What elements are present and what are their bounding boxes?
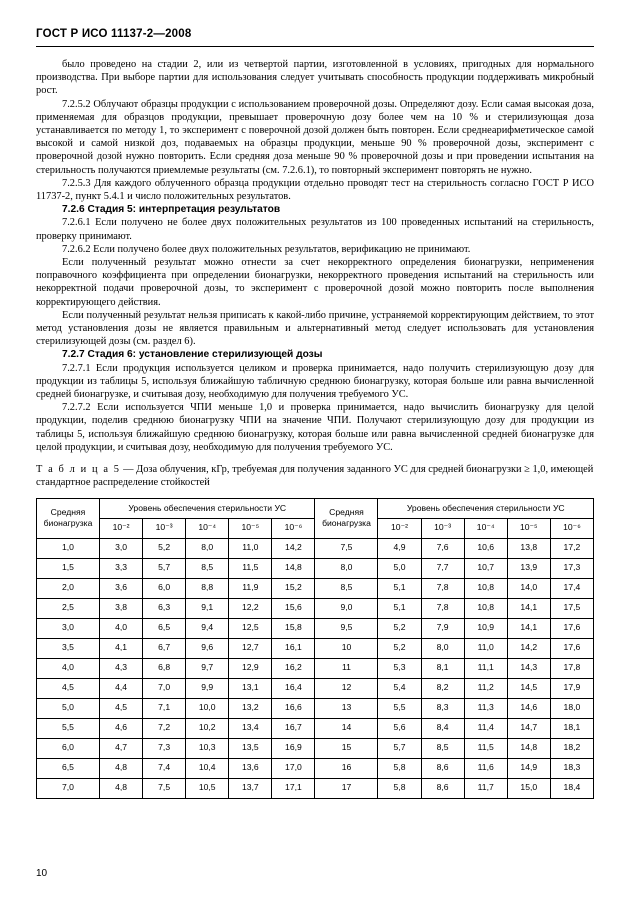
- header-sal-1e-3-left: 10⁻³: [143, 518, 186, 538]
- cell-bioburden-left: 4,5: [37, 678, 100, 698]
- cell-dose-left: 15,6: [272, 598, 315, 618]
- cell-dose-right: 10,7: [464, 558, 507, 578]
- cell-bioburden-left: 4,0: [37, 658, 100, 678]
- cell-dose-right: 17,6: [550, 638, 593, 658]
- cell-dose-right: 14,1: [507, 618, 550, 638]
- table-head: [37, 498, 594, 538]
- cell-dose-left: 5,2: [143, 538, 186, 558]
- header-sal-1e-6-right: 10⁻⁶: [550, 518, 593, 538]
- cell-dose-left: 16,7: [272, 718, 315, 738]
- cell-dose-left: 3,3: [100, 558, 143, 578]
- cell-bioburden-right: 11: [315, 658, 378, 678]
- header-bioburden-right: Средняя бионагрузка: [315, 498, 378, 538]
- cell-dose-right: 8,1: [421, 658, 464, 678]
- cell-bioburden-left: 1,0: [37, 538, 100, 558]
- cell-dose-right: 14,1: [507, 598, 550, 618]
- cell-dose-left: 12,7: [229, 638, 272, 658]
- cell-dose-right: 14,5: [507, 678, 550, 698]
- header-sal-1e-3-right: 10⁻³: [421, 518, 464, 538]
- cell-dose-left: 17,1: [272, 778, 315, 798]
- cell-dose-right: 14,3: [507, 658, 550, 678]
- cell-dose-right: 5,8: [378, 778, 421, 798]
- cell-dose-left: 4,6: [100, 718, 143, 738]
- cell-dose-right: 5,3: [378, 658, 421, 678]
- table-row: [37, 618, 594, 638]
- cell-dose-left: 6,3: [143, 598, 186, 618]
- table-row: [37, 778, 594, 798]
- cell-bioburden-right: 16: [315, 758, 378, 778]
- cell-bioburden-right: 10: [315, 638, 378, 658]
- cell-dose-left: 6,7: [143, 638, 186, 658]
- cell-dose-left: 13,2: [229, 698, 272, 718]
- cell-dose-right: 7,8: [421, 598, 464, 618]
- cell-dose-left: 10,3: [186, 738, 229, 758]
- table-caption-label: Т а б л и ц а 5: [36, 464, 121, 476]
- cell-dose-right: 8,6: [421, 778, 464, 798]
- cell-dose-right: 17,9: [550, 678, 593, 698]
- cell-dose-right: 8,5: [421, 738, 464, 758]
- cell-dose-right: 11,1: [464, 658, 507, 678]
- section-heading-7-2-7: 7.2.7 Стадия 6: установление стерилизующей дозы: [62, 349, 323, 361]
- cell-dose-left: 12,5: [229, 618, 272, 638]
- table-row: [37, 638, 594, 658]
- cell-dose-right: 5,2: [378, 638, 421, 658]
- cell-dose-left: 10,4: [186, 758, 229, 778]
- table-row: [37, 718, 594, 738]
- cell-dose-left: 7,3: [143, 738, 186, 758]
- paragraph: 7.2.7.2 Если используется ЧПИ меньше 1,0 и проверка принимается, надо вычислить бионагрузку для целой продукции, поделив среднюю бионагрузку ЧПИ на значение ЧПИ. Получают стерилизующую дозу для продукции из таблицы 5, используя ближайшую среднюю бионагрузку, которая больше или равна вычисленной средней бионагрузке для целой продукции, и считывая дозу, необходимую для получения требуемого УС.: [36, 402, 594, 453]
- cell-dose-left: 9,9: [186, 678, 229, 698]
- cell-dose-left: 11,5: [229, 558, 272, 578]
- cell-dose-right: 11,6: [464, 758, 507, 778]
- cell-bioburden-left: 2,5: [37, 598, 100, 618]
- cell-dose-right: 17,6: [550, 618, 593, 638]
- cell-dose-right: 5,1: [378, 578, 421, 598]
- cell-dose-left: 6,5: [143, 618, 186, 638]
- cell-dose-right: 17,2: [550, 538, 593, 558]
- cell-dose-right: 14,7: [507, 718, 550, 738]
- cell-dose-left: 8,8: [186, 578, 229, 598]
- header-sal-1e-4-left: 10⁻⁴: [186, 518, 229, 538]
- cell-bioburden-left: 2,0: [37, 578, 100, 598]
- cell-dose-left: 16,2: [272, 658, 315, 678]
- dose-table: [36, 498, 594, 799]
- cell-dose-left: 8,0: [186, 538, 229, 558]
- cell-dose-left: 4,3: [100, 658, 143, 678]
- paragraph: Если полученный результат нельзя приписать к какой-либо причине, устраняемой корректирующим действием, то этот метод установления дозы не является правильным и альтернативный метод следует использовать для установления стерилизующей дозы (см. раздел 6).: [36, 309, 594, 348]
- cell-dose-left: 7,2: [143, 718, 186, 738]
- cell-dose-right: 5,0: [378, 558, 421, 578]
- header-sal-1e-2-left: 10⁻²: [100, 518, 143, 538]
- cell-dose-right: 7,9: [421, 618, 464, 638]
- table-row: [37, 678, 594, 698]
- cell-dose-left: 9,4: [186, 618, 229, 638]
- header-sal-1e-2-right: 10⁻²: [378, 518, 421, 538]
- cell-dose-right: 18,4: [550, 778, 593, 798]
- header-sal-group-left: Уровень обеспечения стерильности УС: [100, 498, 315, 518]
- cell-bioburden-right: 15: [315, 738, 378, 758]
- cell-dose-left: 3,6: [100, 578, 143, 598]
- cell-dose-right: 10,6: [464, 538, 507, 558]
- cell-bioburden-left: 6,0: [37, 738, 100, 758]
- cell-dose-right: 7,8: [421, 578, 464, 598]
- cell-bioburden-left: 1,5: [37, 558, 100, 578]
- cell-dose-left: 4,8: [100, 758, 143, 778]
- cell-dose-right: 17,3: [550, 558, 593, 578]
- cell-dose-left: 4,5: [100, 698, 143, 718]
- cell-dose-left: 16,9: [272, 738, 315, 758]
- cell-dose-left: 13,6: [229, 758, 272, 778]
- cell-dose-left: 4,8: [100, 778, 143, 798]
- header-sal-group-right: Уровень обеспечения стерильности УС: [378, 498, 594, 518]
- table-caption: [36, 463, 594, 489]
- page-number: 10: [36, 868, 48, 879]
- cell-bioburden-right: 9,0: [315, 598, 378, 618]
- cell-dose-left: 9,1: [186, 598, 229, 618]
- cell-dose-right: 7,7: [421, 558, 464, 578]
- cell-dose-right: 8,0: [421, 638, 464, 658]
- header-sal-1e-6-left: 10⁻⁶: [272, 518, 315, 538]
- cell-dose-right: 18,3: [550, 758, 593, 778]
- cell-dose-left: 12,9: [229, 658, 272, 678]
- cell-dose-right: 17,4: [550, 578, 593, 598]
- cell-dose-left: 14,2: [272, 538, 315, 558]
- cell-dose-left: 4,1: [100, 638, 143, 658]
- cell-dose-right: 17,5: [550, 598, 593, 618]
- cell-bioburden-right: 17: [315, 778, 378, 798]
- cell-dose-left: 11,0: [229, 538, 272, 558]
- cell-dose-left: 7,4: [143, 758, 186, 778]
- cell-dose-left: 16,4: [272, 678, 315, 698]
- cell-dose-left: 3,8: [100, 598, 143, 618]
- cell-dose-right: 10,8: [464, 598, 507, 618]
- cell-dose-left: 6,8: [143, 658, 186, 678]
- header-divider: [36, 46, 594, 47]
- cell-dose-left: 14,8: [272, 558, 315, 578]
- cell-dose-right: 18,1: [550, 718, 593, 738]
- cell-dose-right: 11,7: [464, 778, 507, 798]
- section-heading-7-2-6: 7.2.6 Стадия 5: интерпретация результатов: [62, 204, 281, 216]
- cell-dose-right: 14,0: [507, 578, 550, 598]
- cell-dose-right: 11,0: [464, 638, 507, 658]
- table-row: [37, 558, 594, 578]
- table-body: [37, 538, 594, 798]
- cell-bioburden-right: 7,5: [315, 538, 378, 558]
- cell-dose-right: 11,2: [464, 678, 507, 698]
- paragraph: 7.2.5.3 Для каждого облученного образца продукции отдельно проводят тест на стерильность согласно ГОСТ Р ИСО 11737-2, пункт 5.4.1 и число положительных результатов.: [36, 177, 594, 203]
- paragraph: 7.2.5.2 Облучают образцы продукции с использованием проверочной дозы. Определяют дозу. Если самая высокая доза, применяемая для образцов продукции, превышает проверочную дозу более чем на 10 % и стерилизующая доза устанавливается по методу 1, то эксперимент с поверочной дозой должен быть повторен. Если среднеарифметическое самой высокой и самой низкой доз, подаваемых на образцы продукции, меньше 90 % проверочной дозы, эксперимент с проверочной дозой нужно повторить. Если средняя доза меньше 90 % проверочной дозы и при проведении испытания на стерильность получаются приемлемые результаты (см. 7.2.6.1), то повторный эксперимент повторять не нужно.: [36, 98, 594, 176]
- cell-dose-right: 18,2: [550, 738, 593, 758]
- cell-dose-right: 11,4: [464, 718, 507, 738]
- cell-bioburden-right: 13: [315, 698, 378, 718]
- cell-dose-right: 10,9: [464, 618, 507, 638]
- cell-bioburden-left: 6,5: [37, 758, 100, 778]
- cell-bioburden-right: 8,5: [315, 578, 378, 598]
- cell-dose-right: 5,6: [378, 718, 421, 738]
- cell-dose-left: 3,0: [100, 538, 143, 558]
- cell-dose-right: 18,0: [550, 698, 593, 718]
- page-content: [36, 58, 594, 799]
- cell-bioburden-right: 12: [315, 678, 378, 698]
- cell-dose-right: 11,3: [464, 698, 507, 718]
- cell-dose-right: 15,0: [507, 778, 550, 798]
- cell-dose-right: 8,4: [421, 718, 464, 738]
- cell-dose-left: 16,6: [272, 698, 315, 718]
- paragraph: было проведено на стадии 2, или из четвертой партии, изготовленной в условиях, пригодных для нормального производства. При выборе партии для использования следует учитывать способность продукции поддерживать микробный рост.: [36, 59, 594, 97]
- cell-dose-right: 17,8: [550, 658, 593, 678]
- table-row: [37, 738, 594, 758]
- page-header: ГОСТ Р ИСО 11137-2—2008: [36, 28, 192, 40]
- cell-dose-left: 15,8: [272, 618, 315, 638]
- cell-dose-left: 4,0: [100, 618, 143, 638]
- cell-dose-left: 10,0: [186, 698, 229, 718]
- cell-dose-right: 5,4: [378, 678, 421, 698]
- cell-dose-left: 7,0: [143, 678, 186, 698]
- cell-dose-right: 4,9: [378, 538, 421, 558]
- cell-bioburden-left: 3,5: [37, 638, 100, 658]
- cell-dose-left: 9,7: [186, 658, 229, 678]
- cell-dose-right: 5,5: [378, 698, 421, 718]
- cell-dose-left: 10,2: [186, 718, 229, 738]
- cell-dose-left: 7,1: [143, 698, 186, 718]
- header-sal-1e-5-right: 10⁻⁵: [507, 518, 550, 538]
- cell-dose-right: 14,2: [507, 638, 550, 658]
- cell-dose-right: 13,9: [507, 558, 550, 578]
- cell-bioburden-right: 9,5: [315, 618, 378, 638]
- cell-dose-right: 5,7: [378, 738, 421, 758]
- cell-dose-right: 14,6: [507, 698, 550, 718]
- table-row: [37, 538, 594, 558]
- cell-dose-right: 14,8: [507, 738, 550, 758]
- cell-dose-left: 10,5: [186, 778, 229, 798]
- header-sal-1e-5-left: 10⁻⁵: [229, 518, 272, 538]
- cell-dose-right: 5,2: [378, 618, 421, 638]
- cell-dose-right: 10,8: [464, 578, 507, 598]
- table-caption-text: — Доза облучения, кГр, требуемая для получения заданного УС для средней бионагрузки ≥ 1,0, имеющей стандартное распределение стойкостей: [36, 464, 594, 489]
- paragraph: 7.2.6.1 Если получено не более двух положительных результатов из 100 проведенных испытаний на стерильность, проверку принимают.: [36, 217, 594, 242]
- header-sal-1e-4-right: 10⁻⁴: [464, 518, 507, 538]
- cell-dose-left: 7,5: [143, 778, 186, 798]
- table-row: [37, 578, 594, 598]
- cell-dose-right: 7,6: [421, 538, 464, 558]
- cell-dose-left: 13,4: [229, 718, 272, 738]
- cell-bioburden-right: 14: [315, 718, 378, 738]
- table-row: [37, 758, 594, 778]
- table-row: [37, 658, 594, 678]
- table-row: [37, 598, 594, 618]
- cell-bioburden-left: 5,0: [37, 698, 100, 718]
- cell-dose-left: 9,6: [186, 638, 229, 658]
- cell-dose-right: 11,5: [464, 738, 507, 758]
- paragraph: Если полученный результат можно отнести за счет некорректного определения бионагрузки, неприменения поправочного коэффициента при определении бионагрузки, некорректного проведения испытаний на стерильность или некорректной подачи проверочной дозы, то эксперимент с проверочной дозой можно повторить после выполнения корректирующего действия.: [36, 257, 594, 308]
- table-row: [37, 698, 594, 718]
- cell-dose-right: 5,1: [378, 598, 421, 618]
- cell-bioburden-left: 5,5: [37, 718, 100, 738]
- cell-bioburden-left: 7,0: [37, 778, 100, 798]
- table-header-row-1: [37, 498, 594, 518]
- cell-bioburden-left: 3,0: [37, 618, 100, 638]
- cell-dose-left: 17,0: [272, 758, 315, 778]
- cell-dose-right: 8,6: [421, 758, 464, 778]
- cell-dose-left: 16,1: [272, 638, 315, 658]
- cell-dose-left: 4,4: [100, 678, 143, 698]
- cell-dose-right: 8,3: [421, 698, 464, 718]
- cell-dose-left: 6,0: [143, 578, 186, 598]
- cell-dose-left: 8,5: [186, 558, 229, 578]
- cell-dose-left: 5,7: [143, 558, 186, 578]
- cell-dose-right: 13,8: [507, 538, 550, 558]
- paragraph: 7.2.7.1 Если продукция используется целиком и проверка принимается, надо получить стерилизующую дозу для продукции из таблицы 5, используя ближайшую табличную среднюю бионагрузку, которая больше или равна вычисленной средней бионагрузке, и считывая дозу, необходимую для получения требуемого УС.: [36, 362, 594, 401]
- cell-dose-left: 13,7: [229, 778, 272, 798]
- cell-dose-left: 13,5: [229, 738, 272, 758]
- cell-bioburden-right: 8,0: [315, 558, 378, 578]
- cell-dose-left: 15,2: [272, 578, 315, 598]
- cell-dose-right: 14,9: [507, 758, 550, 778]
- cell-dose-left: 13,1: [229, 678, 272, 698]
- cell-dose-left: 12,2: [229, 598, 272, 618]
- cell-dose-right: 5,8: [378, 758, 421, 778]
- header-bioburden-left: Средняя бионагрузка: [37, 498, 100, 538]
- cell-dose-left: 11,9: [229, 578, 272, 598]
- cell-dose-left: 4,7: [100, 738, 143, 758]
- paragraph: 7.2.6.2 Если получено более двух положительных результатов, верификацию не принимают.: [62, 243, 471, 255]
- cell-dose-right: 8,2: [421, 678, 464, 698]
